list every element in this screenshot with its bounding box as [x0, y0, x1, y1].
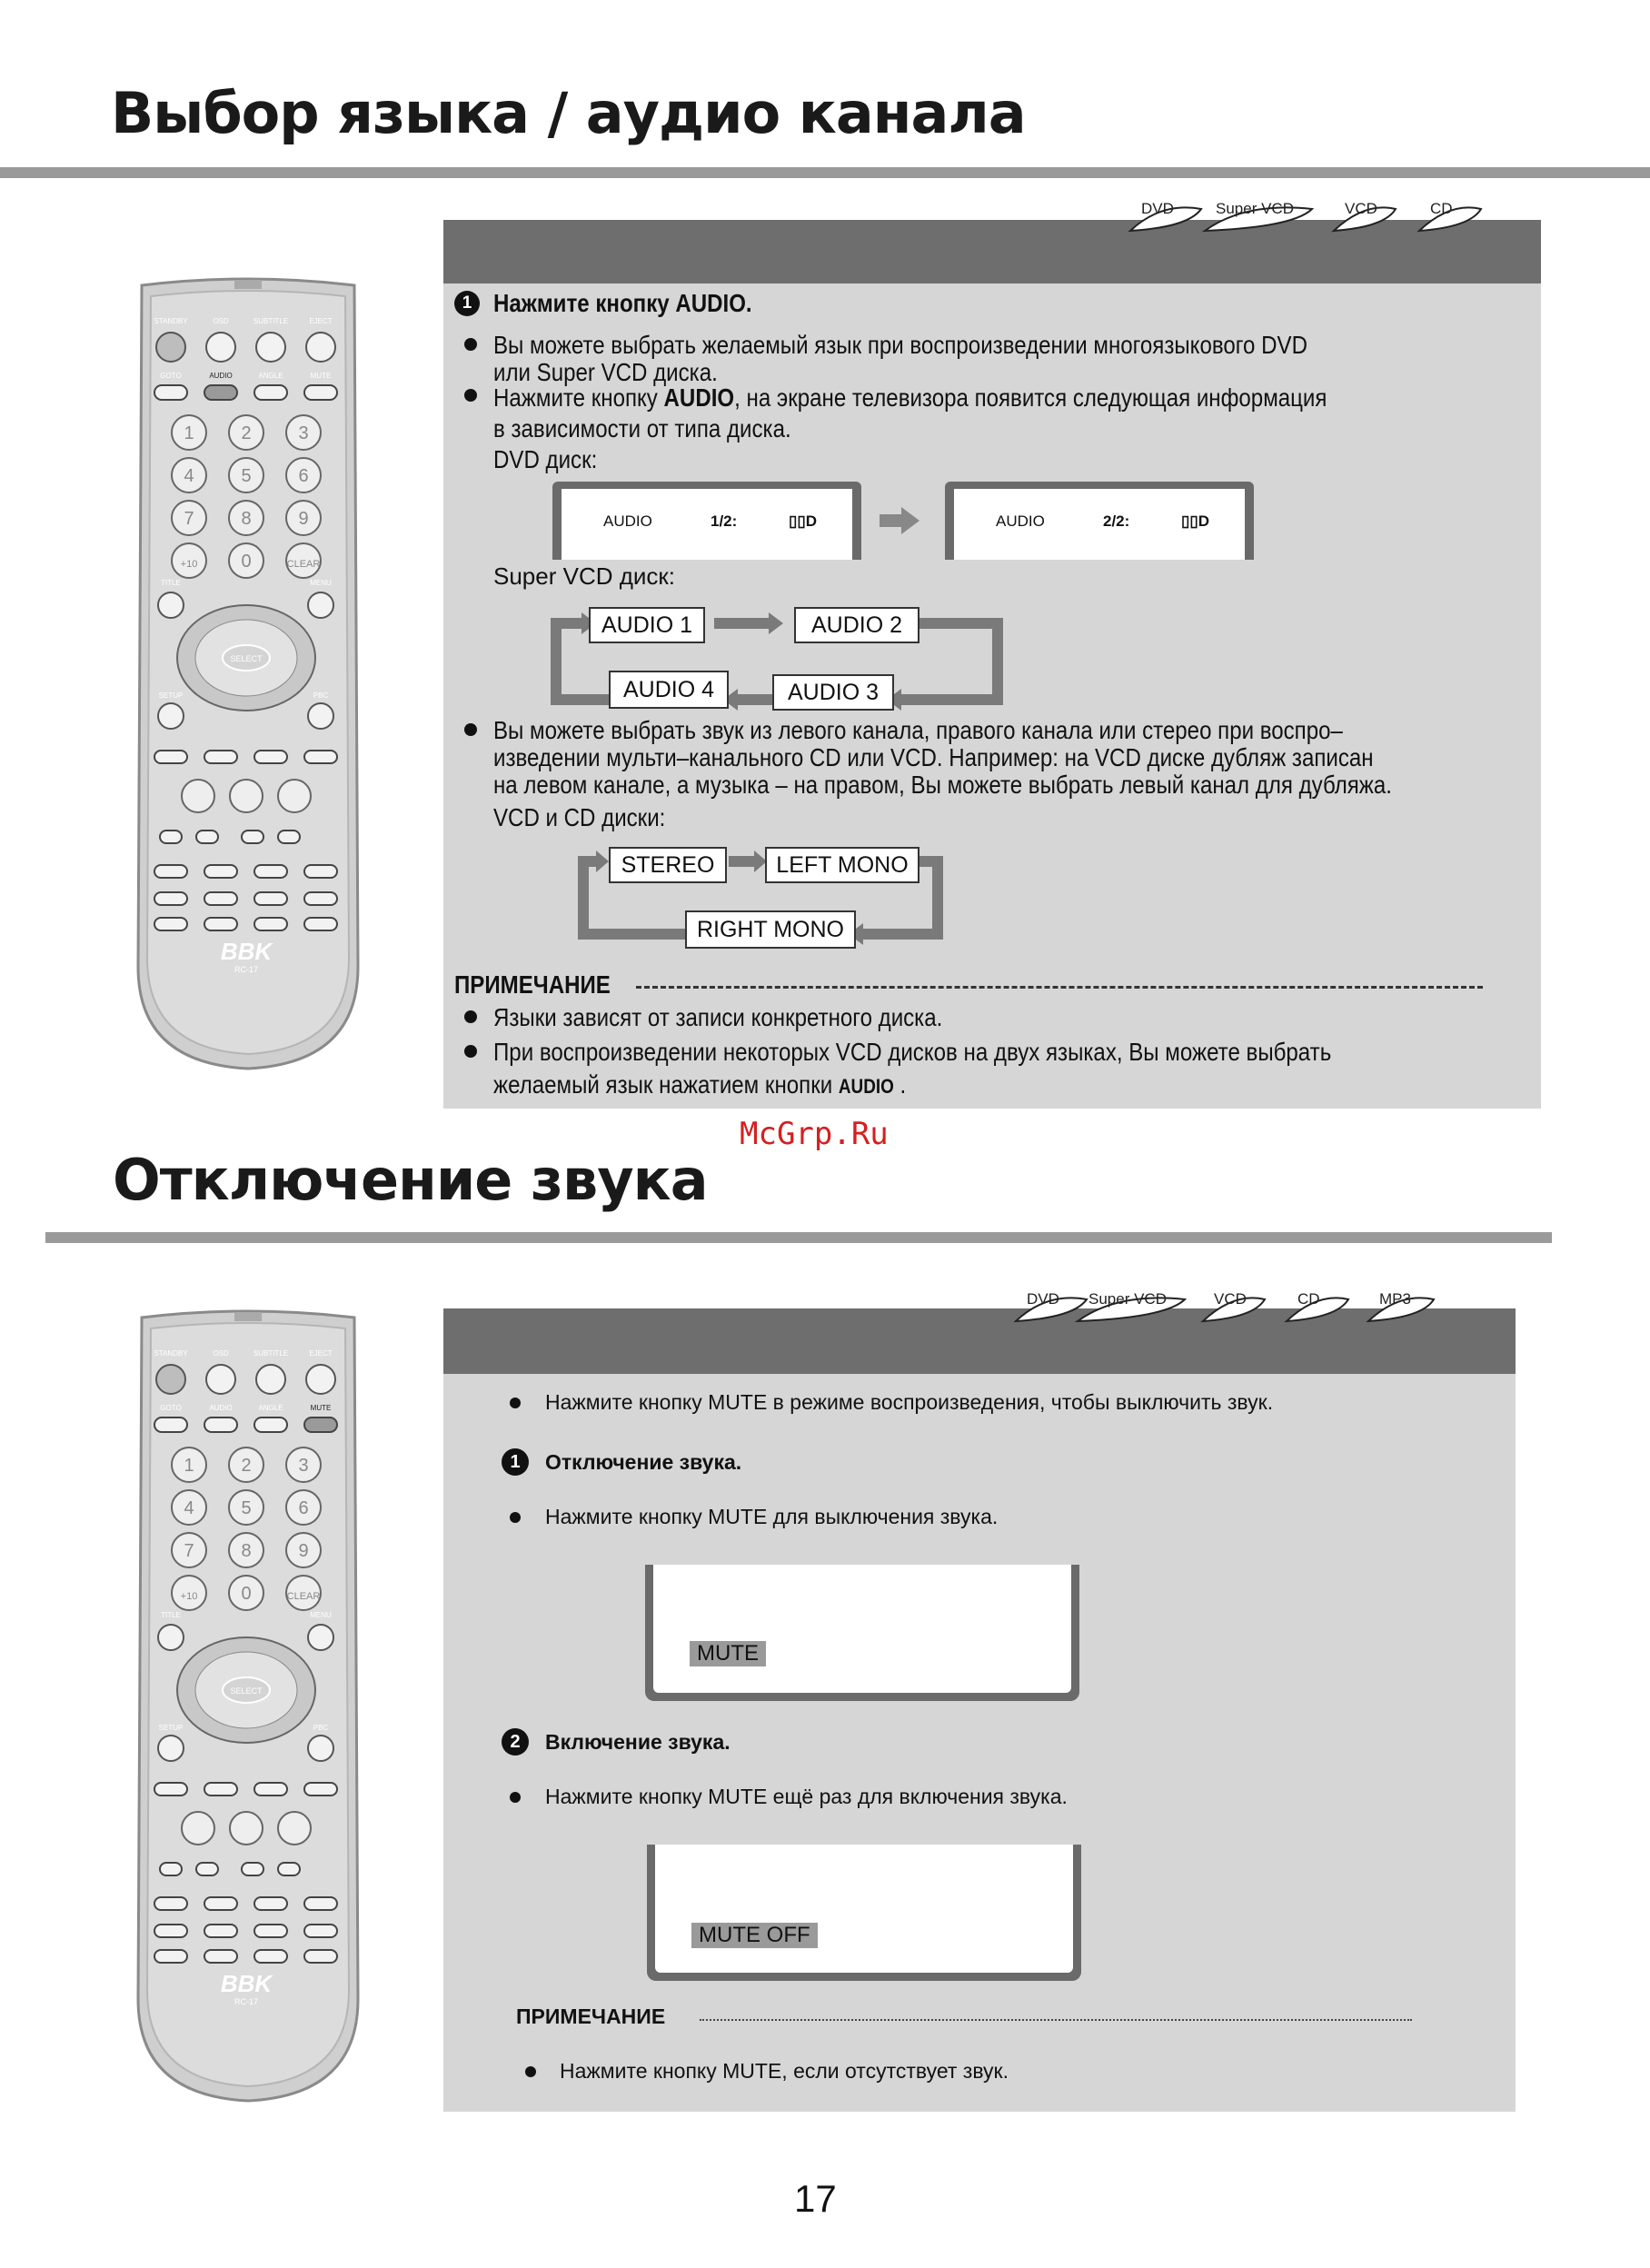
remote-digit-label: 8: [241, 1541, 252, 1561]
remote-small-button: [242, 1863, 263, 1875]
remote-label: ANGLE: [258, 372, 283, 380]
note1-item2-line1: При воспроизведении некоторых VCD дисков на двух языках, Вы можете выбрать: [493, 1038, 1332, 1066]
remote-small-button: [278, 831, 300, 843]
bullet3-line2: изведении мульти–канального CD или VCD. Например: на VCD диске дубляж записан: [493, 743, 1374, 771]
page-number: 17: [794, 2177, 837, 2220]
remote-play-button: [182, 1812, 214, 1845]
remote-small-button: [154, 1897, 187, 1910]
remote-pbc-button: [308, 703, 333, 729]
remote-digit-label: 7: [184, 509, 194, 529]
remote-small-button: [160, 831, 182, 843]
remote-digit-label: 4: [184, 466, 194, 486]
bullet: [464, 338, 477, 351]
disc-tag-cd: CD: [1414, 200, 1453, 218]
remote-label: ANGLE: [258, 1404, 283, 1412]
remote-digit-label: 1: [184, 423, 194, 443]
note1-title: ПРИМЕЧАНИЕ: [454, 970, 611, 999]
disc-tag-mp3: MP3: [1363, 1290, 1411, 1308]
remote-small-button: [154, 1418, 187, 1432]
remote-play-button: [182, 780, 214, 812]
bullet1-line2: или Super VCD диска.: [493, 358, 718, 386]
remote-top-button: [306, 333, 335, 362]
bullet: [464, 723, 477, 736]
remote-small-button: [254, 1897, 287, 1910]
bullet1-line1: Вы можете выбрать желаемый язык при воспроизведении многоязыкового DVD: [493, 331, 1307, 359]
mute-off-tag: MUTE OFF: [691, 1923, 818, 1948]
remote-small-button: [254, 865, 287, 878]
vcd-label: VCD и CD диски:: [493, 803, 666, 831]
remote-small-button: [204, 892, 237, 905]
remote-label: EJECT: [309, 317, 333, 325]
dvd-label: DVD диск:: [493, 445, 598, 473]
remote-label: EJECT: [309, 1349, 333, 1358]
section1-title: Выбор языка / аудио канала: [111, 80, 1026, 146]
remote-small-button: [154, 918, 187, 930]
remote-label: MUTE: [310, 372, 332, 380]
remote-digit-label: 9: [298, 1541, 309, 1561]
remote-label: PBC: [313, 1724, 329, 1732]
svcd-label: Super VCD диск:: [493, 562, 676, 590]
remote-small-button: [204, 918, 237, 930]
remote-label: SUBTITLE: [253, 317, 289, 325]
remote-small-button: [278, 1863, 300, 1875]
remote-digit-label: CLEAR: [286, 1591, 321, 1602]
remote-small-button: [204, 385, 237, 400]
remote-small-button: [304, 385, 337, 400]
remote-label: MENU: [310, 579, 332, 587]
remote-digit-label: 2: [241, 1456, 252, 1476]
remote-digit-label: 7: [184, 1541, 194, 1561]
remote-small-button: [242, 831, 263, 843]
remote-digit-label: 0: [241, 552, 252, 572]
step1-title: Нажмите кнопку AUDIO.: [493, 289, 752, 317]
screen-audio-label: AUDIO: [996, 512, 1045, 530]
remote-small-button: [304, 1950, 337, 1963]
remote-small-button: [154, 385, 187, 400]
section1-rule: [0, 167, 1650, 178]
remote-small-button: [254, 1925, 287, 1937]
remote-control-image: [125, 1308, 371, 2104]
remote-small-button: [254, 751, 287, 763]
remote-small-button: [254, 1783, 287, 1796]
remote-digit-label: 5: [241, 1498, 252, 1518]
remote-small-button: [304, 751, 337, 763]
step2-text: Нажмите кнопку MUTE ещё раз для включения звука.: [545, 1785, 1068, 1808]
bullet: [510, 1512, 521, 1523]
remote-small-button: [204, 751, 237, 763]
disc-tag-cd: CD: [1281, 1290, 1320, 1308]
remote-setup-button: [158, 703, 184, 729]
remote-small-button: [254, 1418, 287, 1432]
remote-label: SETUP: [158, 1724, 184, 1732]
remote-small-button: [154, 865, 187, 878]
remote-label: STANDBY: [154, 1349, 188, 1358]
remote-brand: BBK: [220, 1970, 273, 1997]
remote-setup-button: [158, 1736, 184, 1761]
section2-panel-header: [443, 1308, 1516, 1374]
bullet: [510, 1792, 521, 1803]
remote-label: OSD: [213, 1349, 229, 1358]
remote-digit-label: 0: [241, 1584, 252, 1604]
remote-play-button: [278, 1812, 311, 1845]
remote-small-button: [154, 892, 187, 905]
remote-small-button: [304, 892, 337, 905]
remote-small-button: [254, 385, 287, 400]
screen-track: 1/2:: [711, 512, 738, 530]
remote-digit-label: 3: [298, 1456, 309, 1476]
remote-label: TITLE: [161, 579, 181, 587]
remote-label: GOTO: [160, 1404, 182, 1412]
remote-label: MUTE: [310, 1404, 332, 1412]
remote-title-button: [158, 592, 184, 618]
svcd-audio4-box: AUDIO 4: [609, 671, 729, 709]
remote-digit-label: 5: [241, 466, 252, 486]
vcd-stereo-box: STEREO: [609, 847, 727, 883]
mute-off-screen: [647, 1845, 1081, 1981]
remote-small-button: [304, 865, 337, 878]
remote-small-button: [196, 831, 218, 843]
remote-digit-label: 3: [298, 423, 309, 443]
remote-digit-label: 6: [298, 1498, 309, 1518]
remote-label: SETUP: [158, 691, 184, 700]
section2-title: Отключение звука: [113, 1147, 708, 1213]
remote-small-button: [304, 1897, 337, 1910]
svcd-audio3-box: AUDIO 3: [772, 674, 894, 711]
disc-tag-vcd: VCD: [1328, 200, 1377, 218]
remote-digit-label: 4: [184, 1498, 194, 1518]
remote-top-button: [206, 333, 235, 362]
dvd-screen-1: [552, 482, 861, 560]
step1-number: 1: [502, 1448, 529, 1476]
vcd-left-mono-box: LEFT MONO: [765, 847, 919, 883]
remote-label: MENU: [310, 1611, 332, 1619]
remote-small-button: [154, 751, 187, 763]
remote-small-button: [154, 1925, 187, 1937]
disc-tag-dvd: DVD: [1010, 1290, 1059, 1308]
step2-title: Включение звука.: [545, 1730, 731, 1754]
remote-model: RC-17: [234, 1997, 259, 2006]
remote-label: PBC: [313, 691, 329, 700]
remote-menu-button: [308, 592, 333, 618]
remote-small-button: [204, 1897, 237, 1910]
screen-track: 2/2:: [1103, 512, 1130, 530]
remote-top-button: [206, 1365, 235, 1394]
remote-digit-label: 9: [298, 509, 309, 529]
bullet: [464, 389, 477, 402]
note1-item2-line2: желаемый язык нажатием кнопки AUDIO .: [493, 1070, 907, 1099]
bullet: [464, 1045, 477, 1058]
remote-small-button: [254, 892, 287, 905]
screen-audio-label: AUDIO: [603, 512, 652, 530]
step2-number: 2: [502, 1728, 529, 1756]
bullet: [510, 1398, 521, 1408]
remote-label: SUBTITLE: [253, 1349, 289, 1358]
remote-menu-button: [308, 1625, 333, 1650]
remote-digit-label: +10: [180, 1591, 198, 1602]
remote-label: OSD: [213, 317, 229, 325]
note2-item1: Нажмите кнопку MUTE, если отсутствует звук.: [560, 2059, 1009, 2083]
remote-small-button: [304, 1925, 337, 1937]
remote-small-button: [204, 1925, 237, 1937]
note1-dashed-line: [636, 986, 1483, 989]
disc-tag-super-vcd: Super VCD: [1072, 1290, 1167, 1308]
disc-tag-super-vcd: Super VCD: [1199, 200, 1294, 218]
remote-select-label: SELECT: [230, 654, 263, 663]
disc-tag-vcd: VCD: [1198, 1290, 1247, 1308]
svcd-audio1-box: AUDIO 1: [589, 607, 705, 643]
remote-label: TITLE: [161, 1611, 181, 1619]
mute-tag: MUTE: [690, 1641, 766, 1666]
bullet: [525, 2066, 536, 2077]
remote-small-button: [254, 918, 287, 930]
remote-digit-label: 2: [241, 423, 252, 443]
disc-tag-dvd: DVD: [1125, 200, 1174, 218]
remote-label: GOTO: [160, 372, 182, 380]
step1-title: Отключение звука.: [545, 1450, 742, 1474]
remote-top-button: [256, 333, 285, 362]
remote-small-button: [254, 1950, 287, 1963]
section2-intro: Нажмите кнопку MUTE в режиме воспроизведения, чтобы выключить звук.: [545, 1390, 1274, 1414]
remote-small-button: [154, 1783, 187, 1796]
step1-text: Нажмите кнопку MUTE для выключения звука.: [545, 1505, 999, 1528]
bullet3-line3: на левом канале, а музыка – на правом, Вы можете выбрать левый канал для дубляжа.: [493, 771, 1392, 799]
bullet2-line2: в зависимости от типа диска.: [493, 414, 791, 443]
remote-top-button: [156, 333, 185, 362]
remote-digit-label: CLEAR: [286, 559, 321, 570]
section2-rule: [45, 1232, 1552, 1243]
remote-label: AUDIO: [209, 1404, 233, 1412]
remote-select-label: SELECT: [230, 1686, 263, 1696]
remote-play-button: [278, 780, 311, 812]
remote-label: STANDBY: [154, 317, 188, 325]
remote-small-button: [204, 1783, 237, 1796]
remote-top-button: [156, 1365, 185, 1394]
dolby-icon: ▯▯D: [789, 512, 817, 530]
remote-small-button: [304, 918, 337, 930]
note2-title: ПРИМЕЧАНИЕ: [516, 2004, 666, 2028]
bullet3-line1: Вы можете выбрать звук из левого канала, правого канала или стерео при воспро–: [493, 716, 1343, 744]
bullet2-line1: Нажмите кнопку AUDIO, на экране телевизора появится следующая информация: [493, 383, 1327, 412]
remote-small-button: [204, 1950, 237, 1963]
remote-small-button: [160, 1863, 182, 1875]
mute-screen: [645, 1565, 1079, 1701]
remote-title-button: [158, 1625, 184, 1650]
remote-small-button: [304, 1783, 337, 1796]
remote-small-button: [154, 1950, 187, 1963]
remote-label: AUDIO: [209, 372, 233, 380]
dvd-screen-2: [945, 482, 1254, 560]
remote-brand: BBK: [220, 938, 273, 965]
bullet: [464, 1010, 477, 1023]
remote-control-image: [125, 276, 371, 1072]
remote-digit-label: 8: [241, 509, 252, 529]
remote-play-button: [230, 780, 263, 812]
note2-dotted-line: [700, 2019, 1412, 2021]
remote-top-button: [256, 1365, 285, 1394]
remote-small-button: [204, 865, 237, 878]
note1-item1: Языки зависят от записи конкретного диска.: [493, 1003, 943, 1031]
remote-play-button: [230, 1812, 263, 1845]
remote-small-button: [304, 1418, 337, 1432]
remote-small-button: [204, 1418, 237, 1432]
vcd-right-mono-box: RIGHT MONO: [685, 910, 856, 949]
remote-digit-label: +10: [180, 559, 198, 570]
step1-number: 1: [454, 291, 480, 316]
remote-digit-label: 1: [184, 1456, 194, 1476]
remote-pbc-button: [308, 1736, 333, 1761]
remote-digit-label: 6: [298, 466, 309, 486]
remote-model: RC-17: [234, 965, 259, 974]
svcd-audio2-box: AUDIO 2: [794, 607, 919, 643]
arrow-right-icon: [878, 505, 921, 536]
remote-small-button: [196, 1863, 218, 1875]
watermark: McGrp.Ru: [740, 1116, 889, 1152]
dolby-icon: ▯▯D: [1181, 512, 1209, 530]
remote-top-button: [306, 1365, 335, 1394]
